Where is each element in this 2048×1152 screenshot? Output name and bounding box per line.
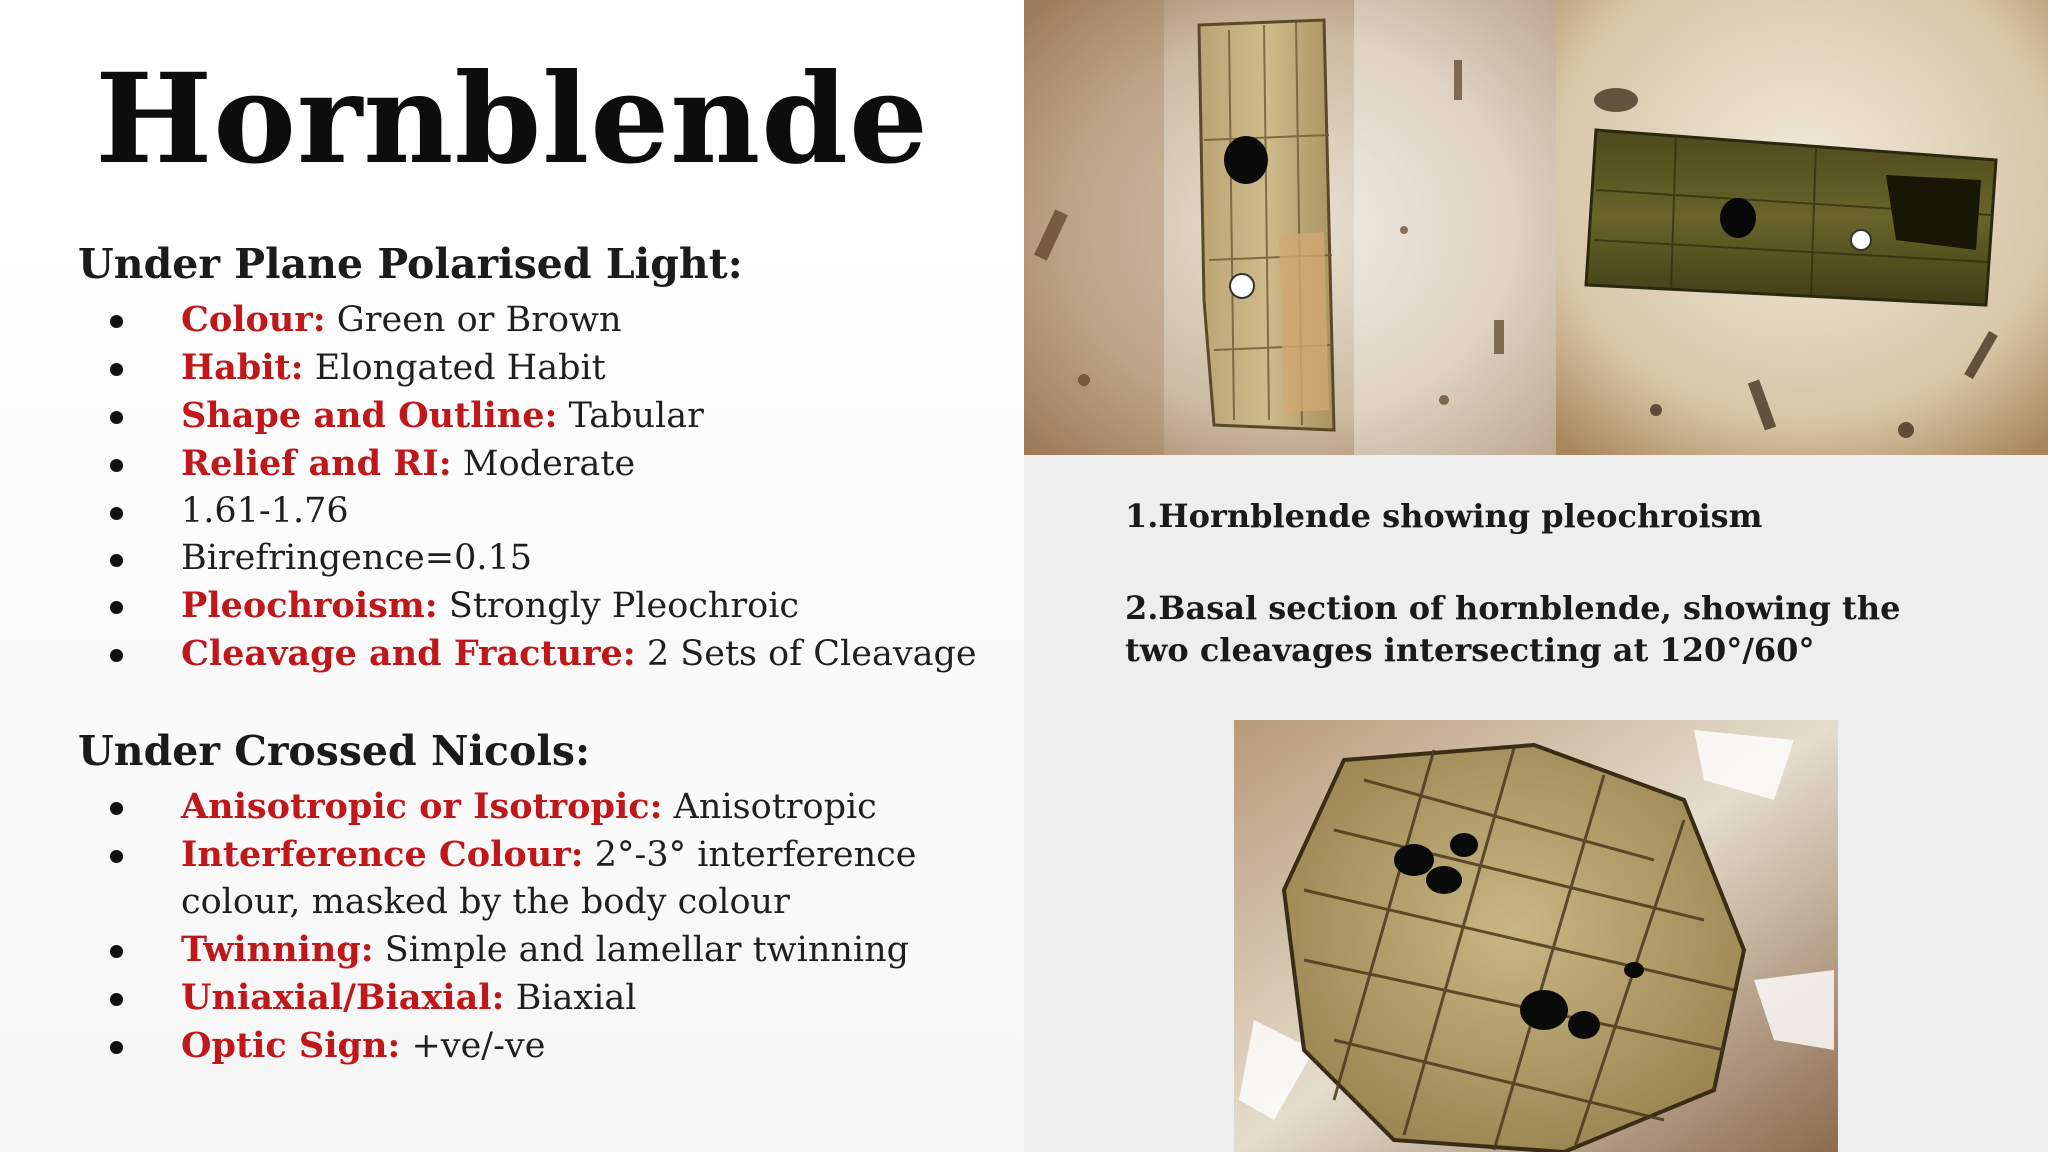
property-value: Birefringence=0.15 [181,538,533,578]
bullet-icon [110,945,123,958]
bullet-icon [110,411,123,424]
property-key: Cleavage and Fracture: [181,633,636,674]
list-item [78,630,981,678]
list-item [78,1022,981,1070]
property-key: Colour: [181,299,326,340]
list-item [78,392,981,440]
photomicrograph-hornblende-dark [1556,0,2048,455]
property-value: Biaxial [515,978,637,1018]
property-value: Simple and lamellar twinning [384,930,910,970]
bullet-icon [110,802,123,815]
property-key: Uniaxial/Biaxial: [181,977,505,1018]
list-item [78,974,981,1022]
bullet-icon [110,554,123,567]
list-item [78,926,981,974]
ppl-heading: Under Plane Polarised Light: [78,240,743,288]
caption-pleochroism: 1.Hornblende showing pleochroism [1125,497,1763,535]
list-item [78,582,981,630]
bullet-icon [110,649,123,662]
property-key: Optic Sign: [181,1025,401,1066]
property-value: Anisotropic [673,787,877,827]
xpl-heading: Under Crossed Nicols: [78,727,591,775]
photomicrograph-hornblende-light [1024,0,1556,455]
property-key: Twinning: [181,929,374,970]
property-key: Shape and Outline: [181,395,558,436]
bullet-icon [110,1041,123,1054]
bullet-icon [110,315,123,328]
property-value: Strongly Pleochroic [448,586,800,626]
property-value: +ve/-ve [411,1026,546,1066]
property-value: Moderate [462,444,636,484]
list-item [78,296,981,344]
property-value: Green or Brown [336,300,622,340]
property-value: 2 Sets of Cleavage [646,634,977,674]
property-key: Pleochroism: [181,585,438,626]
photomicrograph-hornblende-basal [1234,720,1838,1152]
bullet-icon [110,601,123,614]
property-key: Habit: [181,347,304,388]
bullet-icon [110,507,123,520]
list-item [78,440,981,488]
caption-basal-section: 2.Basal section of hornblende, showing the two cleavages intersecting at 120°/60° [1125,589,1901,669]
list-item [78,831,961,926]
list-item [78,488,981,535]
bullet-icon [110,850,123,863]
property-value: Tabular [568,396,704,436]
list-item [78,535,981,582]
bullet-icon [110,993,123,1006]
property-value: 1.61-1.76 [181,491,349,531]
slide-title: Hornblende [95,47,929,192]
property-key: Interference Colour: [181,834,584,875]
bullet-icon [110,459,123,472]
list-item [78,783,981,831]
bullet-icon [110,363,123,376]
property-value: Elongated Habit [314,348,606,388]
ppl-list [78,296,981,678]
list-item [78,344,981,392]
property-value: 2°-3° interference colour, masked by the body colour [181,835,917,922]
property-key: Relief and RI: [181,443,452,484]
property-key: Anisotropic or Isotropic: [181,786,663,827]
xpl-list [78,783,981,1070]
